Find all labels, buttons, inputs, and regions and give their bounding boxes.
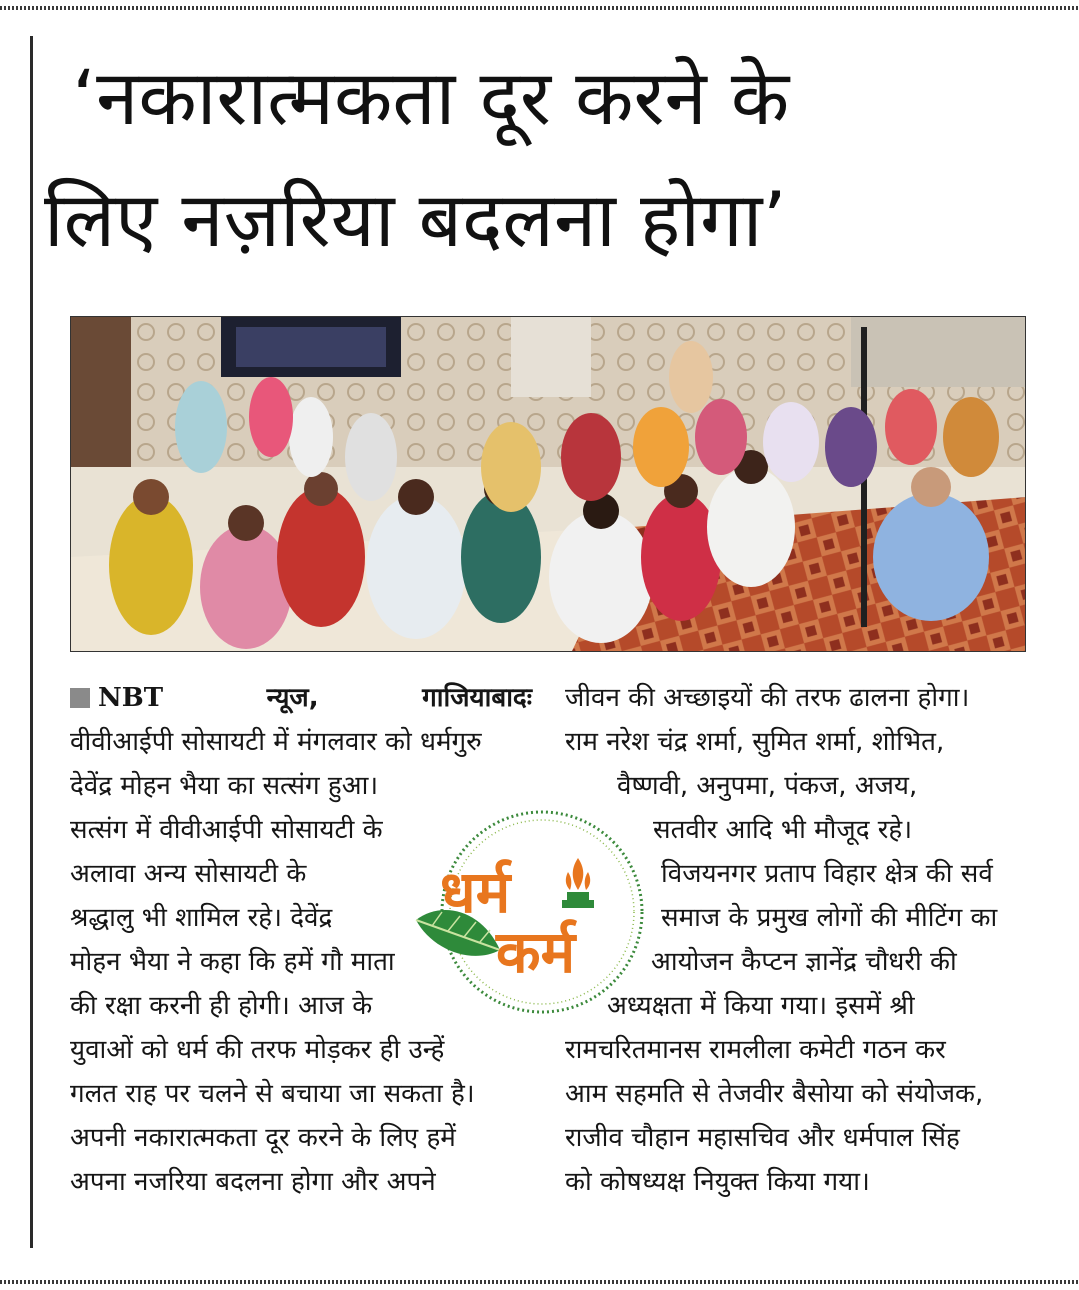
body-line: आयोजन कैप्टन ज्ञानेंद्र चौधरी की — [651, 947, 957, 977]
body-line: जीवन की अच्छाइयों की तरफ ढालना होगा। — [565, 683, 970, 713]
body-line: रामचरितमानस रामलीला कमेटी गठन कर — [565, 1035, 946, 1065]
bottom-dotted-rule — [0, 1280, 1079, 1284]
body-line: सतवीर आदि भी मौजूद रहे। — [653, 815, 913, 845]
body-line: वीवीआईपी सोसायटी में मंगलवार को धर्मगुरु — [70, 727, 482, 757]
column-rule — [30, 36, 33, 1248]
body-line: आम सहमति से तेजवीर बैसोया को संयोजक, — [565, 1079, 984, 1109]
body-line: गलत राह पर चलने से बचाया जा सकता है। — [70, 1079, 475, 1109]
byline-agency: NBT — [98, 683, 164, 713]
byline-marker — [70, 688, 90, 708]
body-line: अध्यक्षता में किया गया। इसमें श्री — [607, 991, 915, 1021]
headline-line-2: लिए नज़रिया बदलना होगा’ — [44, 175, 787, 264]
body-line: समाज के प्रमुख लोगों की मीटिंग का — [661, 903, 998, 933]
body-line: युवाओं को धर्म की तरफ मोड़कर ही उन्हें — [70, 1035, 445, 1065]
headline-line-1: ‘नकारात्मकता दूर करने के — [72, 53, 790, 142]
body-line: राम नरेश चंद्र शर्मा, सुमित शर्मा, शोभित, — [565, 727, 945, 757]
dharm-karm-logo — [412, 800, 650, 1030]
body-line: राजीव चौहान महासचिव और धर्मपाल सिंह — [565, 1123, 960, 1153]
body-line: अलावा अन्य सोसायटी के — [70, 859, 307, 889]
body-line: की रक्षा करनी ही होगी। आज के — [70, 991, 373, 1021]
body-line: अपना नजरिया बदलना होगा और अपने — [70, 1167, 436, 1197]
body-line: विजयनगर प्रताप विहार क्षेत्र की सर्व — [661, 859, 993, 889]
byline-word: न्यूज, — [266, 683, 319, 713]
body-line: देवेंद्र मोहन भैया का सत्संग हुआ। — [70, 771, 379, 801]
byline-place: गाजियाबादः — [422, 683, 532, 713]
body-line: को कोषध्यक्ष नियुक्त किया गया। — [565, 1167, 870, 1197]
body-line: सत्संग में वीवीआईपी सोसायटी के — [70, 815, 383, 845]
body-line: मोहन भैया ने कहा कि हमें गौ माता — [70, 947, 395, 977]
body-line: वैष्णवी, अनुपमा, पंकज, अजय, — [617, 771, 918, 801]
body-line: अपनी नकारात्मकता दूर करने के लिए हमें — [70, 1123, 456, 1153]
logo-word-dharm: धर्म — [440, 858, 511, 926]
body-line: श्रद्धालु भी शामिल रहे। देवेंद्र — [70, 903, 333, 933]
top-dotted-rule — [0, 6, 1079, 10]
byline — [70, 678, 532, 718]
news-photo — [70, 316, 1026, 652]
logo-word-karm: कर्म — [496, 918, 576, 986]
